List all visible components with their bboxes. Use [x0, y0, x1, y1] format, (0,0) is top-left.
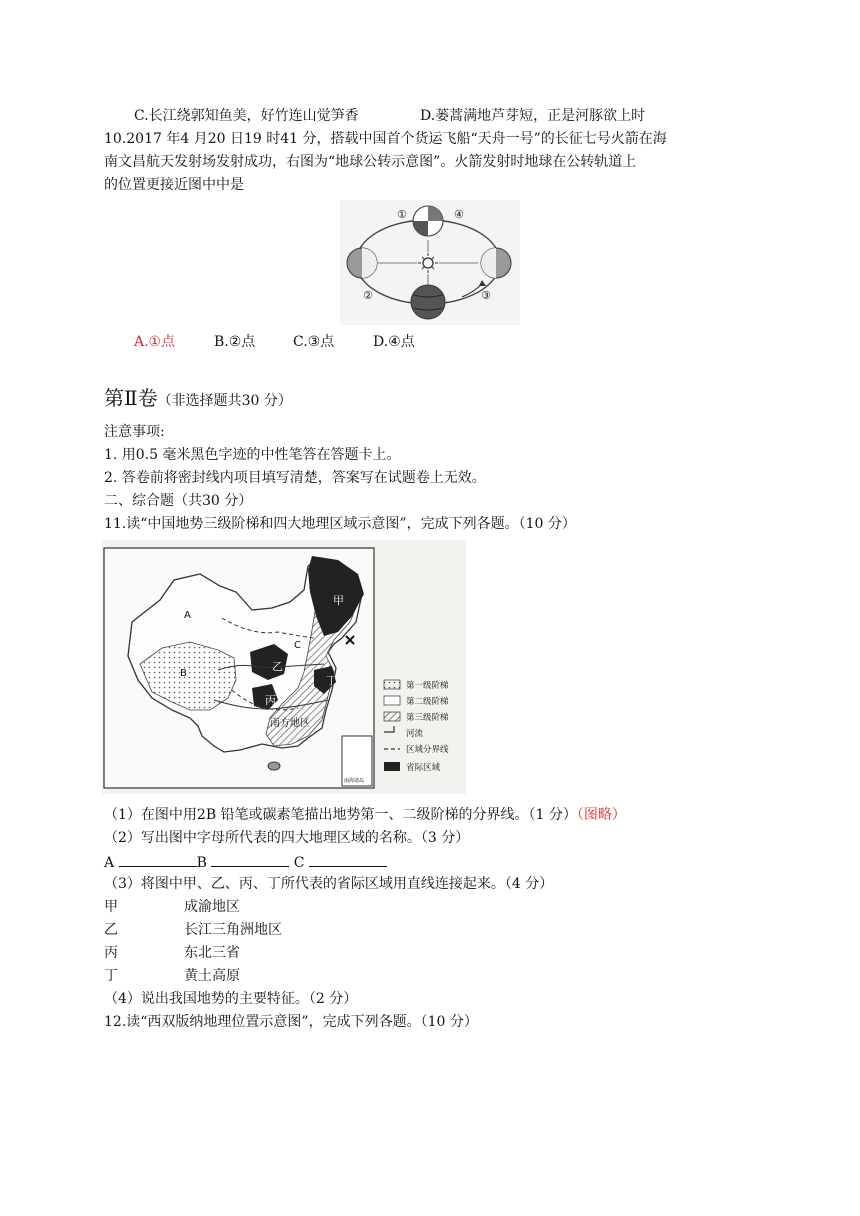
match-left-jia: 甲	[104, 899, 118, 915]
fill-c-label: C	[293, 855, 305, 871]
q11-sub3: （3）将图中甲、乙、丙、丁所代表的省际区域用直线连接起来。（4 分）	[104, 876, 554, 892]
note-2: 2. 答卷前将密封线内项目填写清楚，答案写在试题卷上无效。	[104, 470, 486, 486]
q11-sub1-answer: （图略）	[576, 807, 626, 823]
earth-top	[413, 206, 443, 236]
part2-subtitle: （非选择题共30 分）	[157, 393, 292, 409]
earth-left	[347, 248, 377, 278]
legend-province: 省际区域	[406, 763, 441, 773]
q10-option-d: D.④点	[373, 334, 415, 350]
china-terrain-map	[102, 540, 466, 794]
earth-right	[481, 248, 511, 278]
region-c-label: C	[294, 640, 301, 651]
fill-a-label: A	[104, 855, 115, 871]
region-bing-label: 丙	[265, 694, 276, 707]
notes-title: 注意事项:	[104, 424, 165, 440]
q11-sub2: （2）写出图中字母所代表的四大地理区域的名称。（3 分）	[104, 830, 470, 846]
part2-title: 第Ⅱ卷	[104, 386, 158, 410]
inset-label: 南海诸岛	[344, 778, 365, 784]
region-b-label: B	[180, 668, 187, 679]
q11-sub1: （1）在图中用2B 铅笔或碳素笔描出地势第一、二级阶梯的分界线。（1 分）	[104, 807, 577, 823]
orbit-label-1: ①	[397, 208, 407, 221]
region-jia-label: 甲	[333, 594, 344, 607]
q11-fill-line	[104, 852, 387, 872]
orbit-label-4: ④	[454, 208, 464, 221]
match-left-bing: 丙	[104, 945, 118, 961]
match-left-yi: 乙	[104, 922, 118, 938]
fill-b-blank[interactable]	[211, 852, 289, 867]
q11-sub4: （4）说出我国地势的主要特征。（2 分）	[104, 991, 358, 1007]
q12-stem: 12.读“西双版纳地理位置示意图”，完成下列各题。（10 分）	[104, 1014, 478, 1030]
region-a-label: A	[184, 610, 191, 621]
match-right-2: 长江三角洲地区	[184, 922, 282, 938]
fill-a-blank[interactable]	[119, 852, 197, 867]
q11-stem: 11.读“中国地势三级阶梯和四大地理区域示意图”，完成下列各题。（10 分）	[104, 516, 576, 532]
legend-boundary: 区域分界线	[406, 745, 449, 755]
note-1: 1. 用0.5 毫米黑色字迹的中性笔答在答题卡上。	[104, 447, 401, 463]
match-right-3: 东北三省	[184, 945, 240, 961]
q10-text-line3: 的位置更接近图中中是	[104, 177, 244, 193]
earth-orbit-diagram	[340, 200, 520, 325]
q10-option-a: A.①点	[134, 334, 176, 350]
legend-river: 河流	[406, 729, 424, 739]
orbit-label-2: ②	[363, 289, 373, 302]
fill-b-label: B	[196, 855, 207, 871]
earth-bottom	[411, 285, 445, 319]
orbit-label-3: ③	[481, 289, 491, 302]
fill-c-blank[interactable]	[309, 852, 387, 867]
section-heading: 二、综合题（共30 分）	[104, 493, 253, 509]
q10-text-line1: 10.2017 年4 月20 日19 时41 分，搭载中国首个货运飞船“天舟一号”的长征七号火箭在海	[104, 131, 667, 147]
q10-option-b: B.②点	[214, 334, 256, 350]
region-yi-label: 乙	[272, 660, 283, 673]
q9-option-c: C.长江绕郭知鱼美，好竹连山觉笋香	[134, 108, 359, 124]
q9-option-d: D.蒌蒿满地芦芽短，正是河豚欲上时	[420, 108, 646, 124]
region-ding-label: 丁	[326, 674, 337, 687]
q10-option-c: C.③点	[293, 334, 335, 350]
south-region-label: 南方地区	[270, 718, 310, 729]
legend-step3: 第三级阶梯	[406, 713, 449, 723]
q10-text-line2: 南文昌航天发射场发射成功，右图为“地球公转示意图”。火箭发射时地球在公转轨道上	[104, 154, 637, 170]
legend-step1: 第一级阶梯	[406, 681, 449, 691]
match-right-1: 成渝地区	[184, 899, 240, 915]
match-right-4: 黄土高原	[184, 968, 240, 984]
legend-step2: 第二级阶梯	[406, 697, 449, 707]
match-left-ding: 丁	[104, 968, 118, 984]
